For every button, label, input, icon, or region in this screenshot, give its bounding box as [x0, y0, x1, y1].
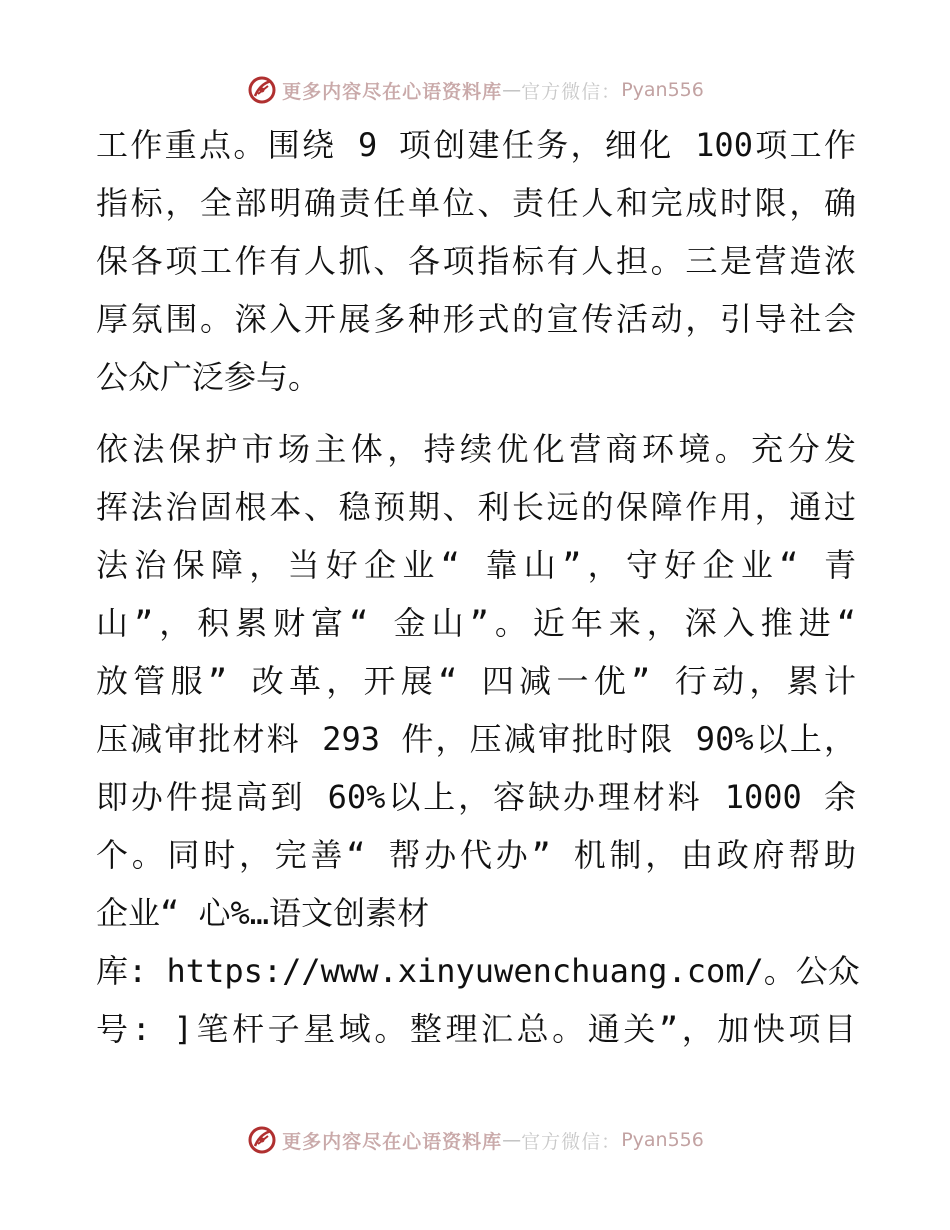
text-line: 号: ]笔杆子星域。整理汇总。通关”，加快项目: [96, 1010, 856, 1048]
logo-icon: [246, 74, 278, 106]
header-brand-text: 更多内容尽在心语资料库: [282, 80, 503, 103]
header-wechat-id: Pyan556: [621, 79, 704, 101]
text-line: 保各项工作有人抓、各项指标有人担。三是营造浓: [96, 242, 856, 280]
text-line: 山”，积累财富“ 金山”。近年来，深入推进“: [96, 604, 856, 642]
header-banner: [0, 70, 950, 110]
footer-banner: [0, 1120, 950, 1160]
header-dash: —: [502, 79, 522, 101]
text-line: 法治保障，当好企业“ 靠山”，守好企业“ 青: [96, 546, 856, 584]
text-line: 厚氛围。深入开展多种形式的宣传活动，引导社会: [96, 300, 856, 338]
header-wechat-label: 官方微信：: [521, 80, 622, 103]
text-line: 企业“ 心%…语文创素材: [96, 894, 430, 932]
text-line: 公众广泛参与。: [96, 358, 321, 396]
footer-dash: —: [502, 1129, 522, 1151]
text-line: 个。同时，完善“ 帮办代办” 机制，由政府帮助: [96, 836, 856, 874]
paragraph-1: [96, 116, 856, 406]
text-line: 放管服” 改革，开展“ 四减一优” 行动，累计: [96, 662, 856, 700]
document-body: [96, 116, 860, 1058]
footer-wechat-label: 官方微信：: [521, 1130, 622, 1153]
footer-brand-text: 更多内容尽在心语资料库: [282, 1130, 503, 1153]
paragraph-gap: [96, 406, 856, 420]
logo-icon: [246, 1124, 278, 1156]
text-line: 挥法治固根本、稳预期、利长远的保障作用，通过: [96, 488, 856, 526]
paragraph-2: [96, 420, 860, 1058]
footer-wechat-id: Pyan556: [621, 1129, 704, 1151]
text-line: 即办件提高到 60%以上，容缺办理材料 1000 余: [96, 778, 856, 816]
text-line: 库: https://www.xinyuwenchuang.com/。公众: [96, 952, 860, 990]
text-line: 工作重点。围绕 9 项创建任务，细化 100项工作: [96, 126, 856, 164]
text-line: 压减审批材料 293 件，压减审批时限 90%以上，: [96, 720, 856, 758]
text-line: 依法保护市场主体，持续优化营商环境。充分发: [96, 430, 856, 468]
text-line: 指标，全部明确责任单位、责任人和完成时限，确: [96, 184, 856, 222]
